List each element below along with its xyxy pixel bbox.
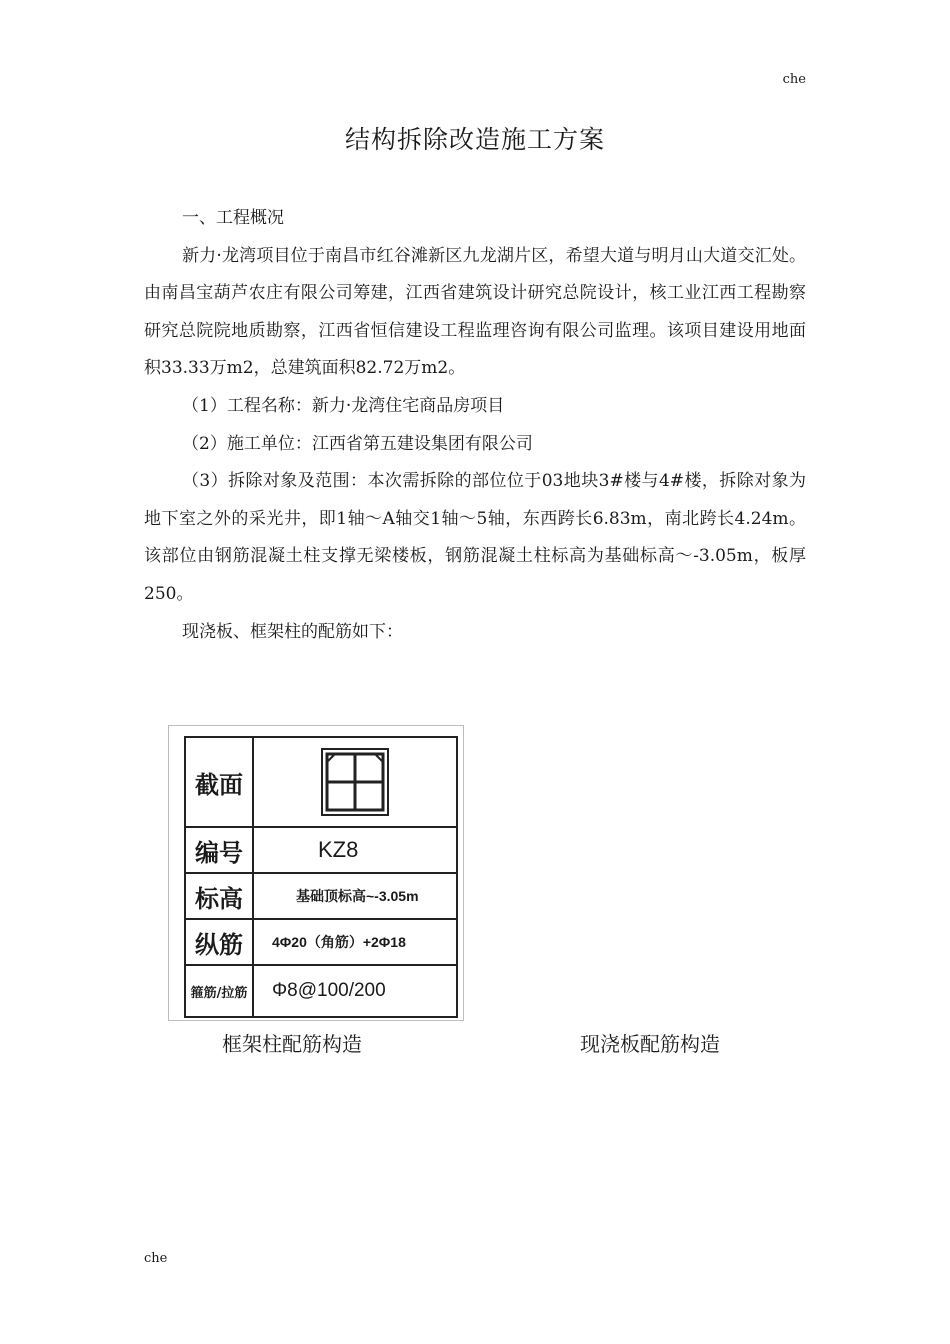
document-title: 结构拆除改造施工方案: [344, 125, 605, 154]
table-row: [185, 827, 457, 873]
demolition-scope-item: （3）拆除对象及范围：本次需拆除的部位位于03地块3#楼与4#楼，拆除对象为地下室之外的采光井，即1轴～A轴交1轴～5轴，东西跨长6.83m，南北跨长4.24m。该部位由钢筋混凝土柱支撑无梁楼板，钢筋混凝土柱标高为基础标高～-3.05m，板厚250。: [144, 471, 806, 604]
row-label: 纵筋: [185, 919, 253, 965]
footer-mark: che: [144, 1251, 168, 1266]
contractor-item: （2）施工单位：江西省第五建设集团有限公司: [182, 433, 533, 454]
column-section-icon: [320, 747, 390, 817]
column-rebar-table: [184, 736, 458, 1018]
column-rebar-figure: [168, 725, 464, 1021]
slab-figure-caption: 现浇板配筋构造: [580, 1032, 720, 1056]
column-id-value: KZ8: [253, 827, 457, 873]
project-name-item: （1）工程名称：新力·龙湾住宅商品房项目: [182, 395, 505, 416]
longitudinal-bars-value: 4Φ20（角筋）+2Φ18: [253, 919, 457, 965]
table-row: [185, 919, 457, 965]
table-row: [185, 965, 457, 1017]
header-mark: che: [782, 72, 806, 87]
elevation-value: 基础顶标高~-3.05m: [253, 873, 457, 919]
row-label: 箍筋/拉筋: [185, 965, 253, 1017]
row-label: 标高: [185, 873, 253, 919]
project-description: 新力·龙湾项目位于南昌市红谷滩新区九龙湖片区，希望大道与明月山大道交汇处。由南昌宝葫芦农庄有限公司筹建，江西省建筑设计研究总院设计，核工业江西工程勘察研究总院院地质勘察，江西省恒信建设工程监理咨询有限公司监理。该项目建设用地面积33.33万m2，总建筑面积82.72万m2。: [144, 245, 806, 379]
stirrup-value: Φ8@100/200: [253, 965, 457, 1017]
column-figure-caption: 框架柱配筋构造: [222, 1032, 362, 1056]
section-overview: [144, 200, 806, 651]
section-heading: 一、工程概况: [182, 208, 284, 228]
rebar-intro: 现浇板、框架柱的配筋如下：: [182, 621, 403, 642]
table-row: [185, 737, 457, 827]
table-row: [185, 873, 457, 919]
section-cell: [253, 737, 457, 827]
row-label: 编号: [185, 827, 253, 873]
row-label: 截面: [185, 737, 253, 827]
